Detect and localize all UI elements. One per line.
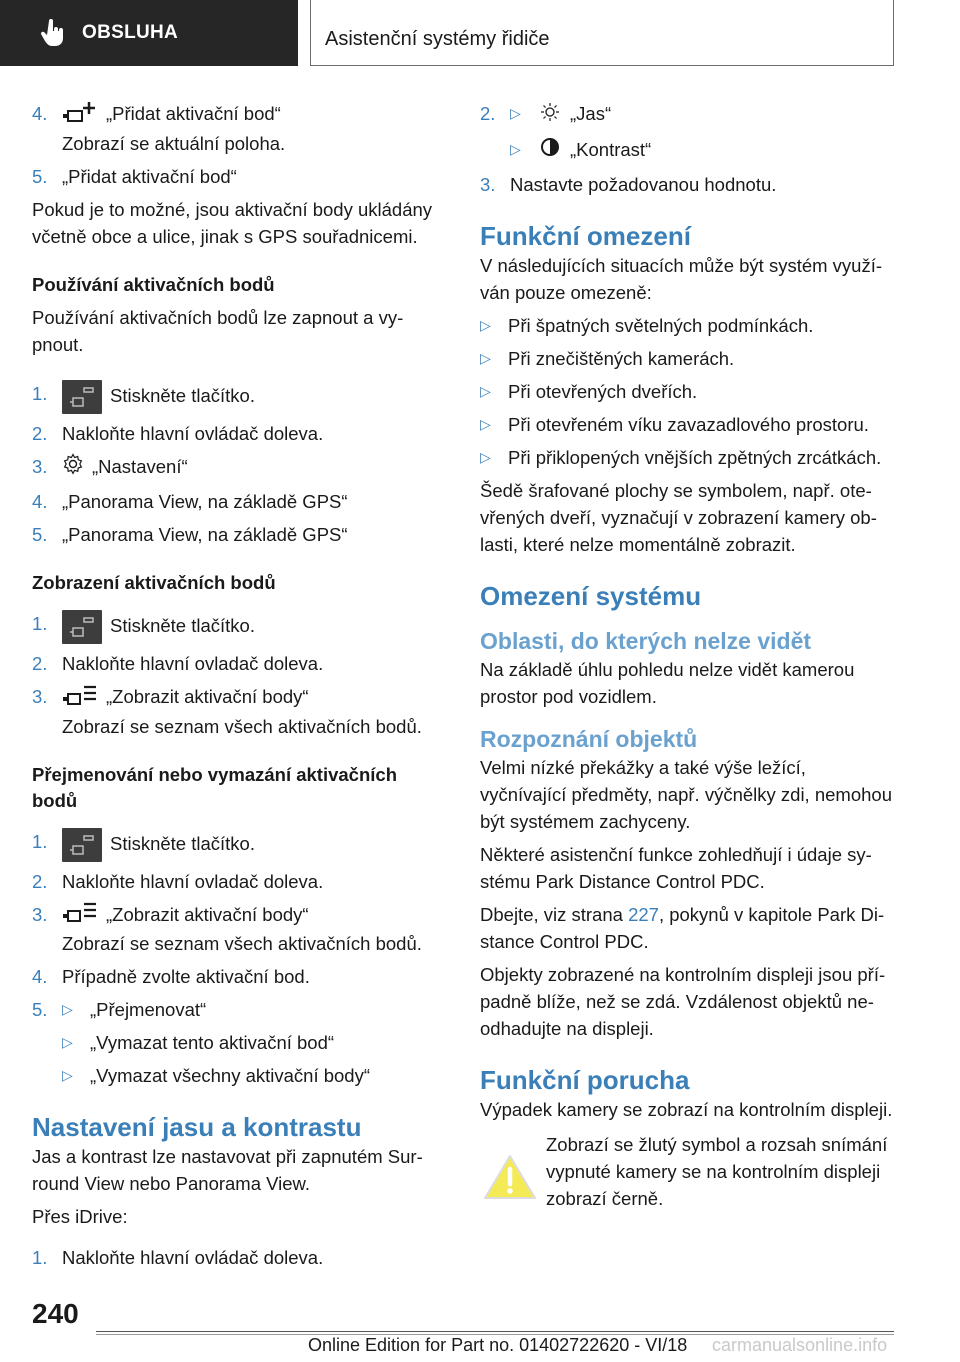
step-number: 5. (32, 999, 48, 1021)
triangle-bullet-icon: ▷ (480, 350, 491, 367)
subheading: Používání aktivačních bodů (32, 273, 275, 295)
step-text: Nakloňte hlavní ovládač doleva. (62, 422, 324, 444)
step-text: „Vymazat všechny aktivační body“ (90, 1065, 371, 1087)
step-text: „Kontrast“ (570, 138, 652, 160)
list-item (480, 312, 896, 339)
sub-section-heading: Oblasti, do kterých nelze vidět (480, 628, 812, 655)
paragraph-text: , pokynů v kapitole Park Distance Control PDC. (480, 904, 885, 953)
step-number: 1. (32, 382, 48, 404)
bullet-text: Při otevřených dveřích. (508, 381, 698, 403)
paragraph: Na základě úhlu pohledu nelze vidět kamerou prostor pod vozidlem. (480, 659, 855, 708)
triangle-bullet-icon: ▷ (480, 317, 491, 334)
list-item-note (32, 713, 442, 740)
triangle-bullet-icon: ▷ (480, 449, 491, 466)
paragraph: Přes iDrive: (32, 1206, 128, 1228)
paragraph: Šedě šrafované plochy se symbolem, např. otevřených dveří, vyznačují v zobrazení kamery oblasti, které nelze momentálně zobrazit. (480, 480, 877, 556)
list-item (32, 1244, 442, 1271)
paragraph: Používání aktivačních bodů lze zapnout a vypnout. (32, 306, 404, 355)
list-item (32, 453, 442, 483)
step-number: 2. (32, 653, 48, 675)
list-item (32, 996, 442, 1023)
step-number: 3. (32, 903, 48, 925)
chapter-title: Asistenční systémy řidiče (325, 28, 550, 50)
list-item (32, 1029, 442, 1056)
triangle-bullet-icon: ▷ (480, 416, 491, 433)
step-text: Stiskněte tlačítko. (110, 832, 255, 854)
step-text: „Panorama View, na základě GPS“ (62, 491, 348, 513)
list-item (32, 610, 442, 644)
step-text: „Přidat aktivační bod“ (62, 165, 237, 187)
page-number: 240 (32, 1298, 79, 1329)
add-point-icon (62, 101, 98, 130)
paragraph (480, 901, 896, 955)
step-number: 5. (32, 524, 48, 546)
warning-text: Zobrazí se žlutý symbol a rozsah snímání vypnuté kamery se na kontrolním displeji zobrazí černě. (546, 1134, 888, 1210)
paragraph: Velmi nízké překážky a také výše ležící, vyčnívající předměty, např. výčnělky zdi, nemohou být systémem zachyceny. (480, 757, 892, 833)
brightness-icon (538, 101, 562, 130)
subheading: Zobrazení aktivačních bodů (32, 572, 276, 594)
triangle-bullet-icon: ▷ (510, 140, 521, 157)
paragraph: Výpadek kamery se zobrazí na kontrolním displeji. (480, 1099, 893, 1121)
camera-button-icon (62, 380, 102, 414)
list-item (32, 963, 442, 990)
bullet-text: Při přiklopených vnějších zpětných zrcátkách. (508, 447, 882, 469)
step-number: 4. (32, 103, 48, 124)
step-note: Zobrazí se aktuální poloha. (62, 132, 286, 154)
step-number: 3. (32, 686, 48, 708)
step-number: 1. (32, 1247, 48, 1269)
step-text: Nakloňte hlavní ovladač doleva. (62, 653, 324, 675)
paragraph: Jas a kontrast lze nastavovat při zapnutém Surround View nebo Panorama View. (32, 1146, 423, 1195)
step-number: 4. (32, 966, 48, 988)
right-column (480, 100, 896, 1212)
paragraph-text: Dbejte, viz strana (480, 904, 629, 926)
list-item (32, 1062, 442, 1089)
step-text: „Jas“ (570, 103, 612, 124)
list-points-icon (62, 684, 98, 713)
step-note: Zobrazí se seznam všech aktivačních bodů. (62, 715, 422, 737)
list-item-note (32, 930, 442, 957)
step-text: „Přidat aktivační bod“ (106, 103, 281, 124)
step-text: „Zobrazit aktivační body“ (106, 903, 309, 925)
list-points-icon (62, 901, 98, 930)
list-item (480, 378, 896, 405)
list-item (32, 488, 442, 515)
list-item (32, 901, 442, 931)
step-text: „Panorama View, na základě GPS“ (62, 524, 348, 546)
list-item (480, 444, 896, 471)
paragraph: Některé asistenční funkce zohledňují i údaje systému Park Distance Control PDC. (480, 844, 872, 893)
step-number: 3. (32, 455, 48, 477)
step-number: 1. (32, 830, 48, 852)
section-heading: Funkční omezení (480, 221, 691, 252)
bullet-text: Při špatných světelných podmínkách. (508, 315, 814, 337)
list-item (480, 171, 896, 198)
section-heading: Nastavení jasu a kontrastu (32, 1112, 362, 1143)
list-item (480, 100, 896, 130)
triangle-bullet-icon: ▷ (62, 1001, 73, 1018)
step-number: 2. (32, 870, 48, 892)
warning-note (480, 1131, 896, 1212)
camera-button-icon (62, 610, 102, 644)
list-item (32, 163, 442, 190)
section-heading: Funkční porucha (480, 1065, 690, 1096)
subheading: Přejmenování nebo vymazání aktivačních bodů (32, 763, 398, 811)
triangle-bullet-icon: ▷ (510, 105, 521, 121)
step-number: 1. (32, 613, 48, 635)
list-item (480, 411, 896, 438)
camera-button-icon (62, 828, 102, 862)
list-item (32, 683, 442, 713)
step-text: Stiskněte tlačítko. (110, 384, 255, 406)
left-column (32, 100, 442, 1271)
page-header (0, 0, 960, 66)
step-text: Případně zvolte aktivační bod. (62, 966, 310, 988)
step-text: Nakloňte hlavní ovládač doleva. (62, 1247, 324, 1269)
paragraph: Objekty zobrazené na kontrolním displeji jsou případně blíže, než se zdá. Vzdálenost objektů neodhadujte na displeji. (480, 964, 886, 1040)
bullet-text: Při znečištěných kamerách. (508, 348, 735, 370)
list-item (32, 380, 442, 414)
list-item (32, 828, 442, 862)
step-text: Nakloňte hlavní ovladač doleva. (62, 870, 324, 892)
edition-text: Online Edition for Part no. 01402722620 - VI/18 (308, 1335, 688, 1355)
triangle-bullet-icon: ▷ (62, 1034, 73, 1051)
chapter-header (310, 0, 894, 66)
step-number: 2. (480, 103, 496, 124)
section-tab (0, 0, 298, 66)
step-number: 4. (32, 491, 48, 513)
step-text: Nastavte požadovanou hodnotu. (510, 174, 777, 196)
paragraph: Pokud je to možné, jsou aktivační body ukládány včetně obce a ulice, jinak s GPS souřadnicemi. (32, 198, 433, 247)
step-text: „Přejmenovat“ (90, 999, 207, 1021)
step-text: Stiskněte tlačítko. (110, 615, 255, 637)
gear-icon (62, 453, 84, 482)
list-item (32, 521, 442, 548)
triangle-bullet-icon: ▷ (480, 383, 491, 400)
step-number: 3. (480, 174, 496, 196)
bullet-text: Při otevřeném víku zavazadlového prostoru. (508, 414, 869, 436)
list-item (32, 868, 442, 895)
list-item (480, 345, 896, 372)
list-item (32, 420, 442, 447)
section-tab-label: OBSLUHA (82, 22, 179, 43)
triangle-bullet-icon: ▷ (62, 1067, 73, 1084)
list-item-note (32, 130, 442, 157)
contrast-icon (538, 136, 562, 165)
warning-icon (482, 1153, 538, 1201)
sub-section-heading: Rozpoznání objektů (480, 726, 698, 753)
list-item (480, 136, 896, 166)
step-number: 5. (32, 165, 48, 187)
footer-divider (96, 1331, 894, 1332)
step-number: 2. (32, 422, 48, 444)
paragraph: V následujících situacích může být systém využíván pouze omezeně: (480, 255, 883, 304)
page-reference-link[interactable]: 227 (628, 904, 659, 926)
list-item (32, 650, 442, 677)
step-text: „Vymazat tento aktivační bod“ (90, 1032, 335, 1054)
hand-icon (40, 19, 66, 47)
step-text: „Zobrazit aktivační body“ (106, 686, 309, 708)
section-heading: Omezení systému (480, 581, 702, 612)
step-text: „Nastavení“ (92, 455, 188, 477)
list-item (32, 100, 442, 130)
step-note: Zobrazí se seznam všech aktivačních bodů. (62, 933, 422, 955)
watermark: carmanualsonline.info (712, 1335, 888, 1355)
